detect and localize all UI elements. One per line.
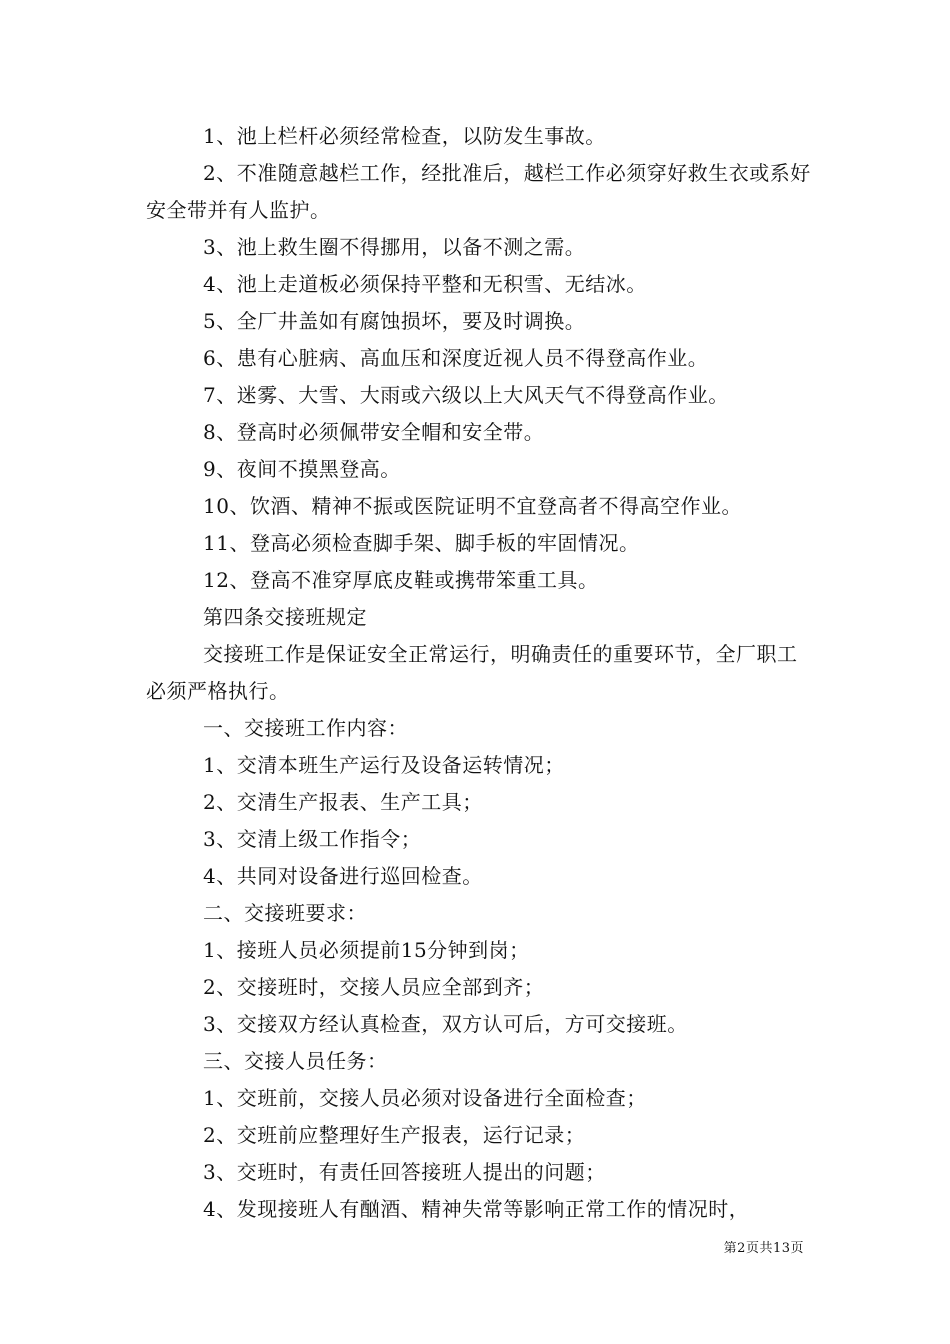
paragraph-21: 2、交班前应整理好生产报表，运行记录；	[203, 1123, 586, 1147]
paragraph-22: 3、交班时，有责任回答接班人提出的问题；	[203, 1160, 606, 1184]
section-heading-4: 第四条交接班规定	[203, 605, 367, 629]
paragraph-2: 2、不准随意越栏工作，经批准后，越栏工作必须穿好救生衣或系好安全带并有人监护。	[146, 161, 811, 222]
paragraph-3: 3、池上救生圈不得挪用，以备不测之需。	[203, 235, 586, 259]
paragraph-23: 4、发现接班人有酗酒、精神失常等影响正常工作的情况时，	[203, 1197, 750, 1221]
paragraph-16: 4、共同对设备进行巡回检查。	[203, 864, 483, 888]
paragraph-15: 3、交清上级工作指令；	[203, 827, 422, 851]
paragraph-18: 2、交接班时，交接人员应全部到齐；	[203, 975, 545, 999]
subheading-2: 二、交接班要求：	[203, 901, 367, 925]
paragraph-11: 11、登高必须检查脚手架、脚手板的牢固情况。	[203, 531, 640, 555]
paragraph-7: 7、迷雾、大雪、大雨或六级以上大风天气不得登高作业。	[203, 383, 729, 407]
subheading-3: 三、交接人员任务：	[203, 1049, 388, 1073]
paragraph-intro: 交接班工作是保证安全正常运行，明确责任的重要环节，全厂职工必须严格执行。	[146, 642, 798, 703]
paragraph-13: 1、交清本班生产运行及设备运转情况；	[203, 753, 565, 777]
paragraph-12: 12、登高不准穿厚底皮鞋或携带笨重工具。	[203, 568, 599, 592]
page-number-footer: 第2页共13页	[723, 1241, 804, 1256]
paragraph-8: 8、登高时必须佩带安全帽和安全带。	[203, 420, 545, 444]
paragraph-20: 1、交班前，交接人员必须对设备进行全面检查；	[203, 1086, 647, 1110]
document-body	[146, 118, 811, 1228]
paragraph-6: 6、患有心脏病、高血压和深度近视人员不得登高作业。	[203, 346, 709, 370]
paragraph-1: 1、池上栏杆必须经常检查，以防发生事故。	[203, 124, 606, 148]
paragraph-10: 10、饮酒、精神不振或医院证明不宜登高者不得高空作业。	[203, 494, 742, 518]
paragraph-9: 9、夜间不摸黑登高。	[203, 457, 401, 481]
paragraph-17: 1、接班人员必须提前15分钟到岗；	[203, 938, 530, 962]
paragraph-19: 3、交接双方经认真检查，双方认可后，方可交接班。	[203, 1012, 688, 1036]
subheading-1: 一、交接班工作内容：	[203, 716, 408, 740]
paragraph-4: 4、池上走道板必须保持平整和无积雪、无结冰。	[203, 272, 647, 296]
paragraph-5: 5、全厂井盖如有腐蚀损坏，要及时调换。	[203, 309, 586, 333]
paragraph-14: 2、交清生产报表、生产工具；	[203, 790, 483, 814]
